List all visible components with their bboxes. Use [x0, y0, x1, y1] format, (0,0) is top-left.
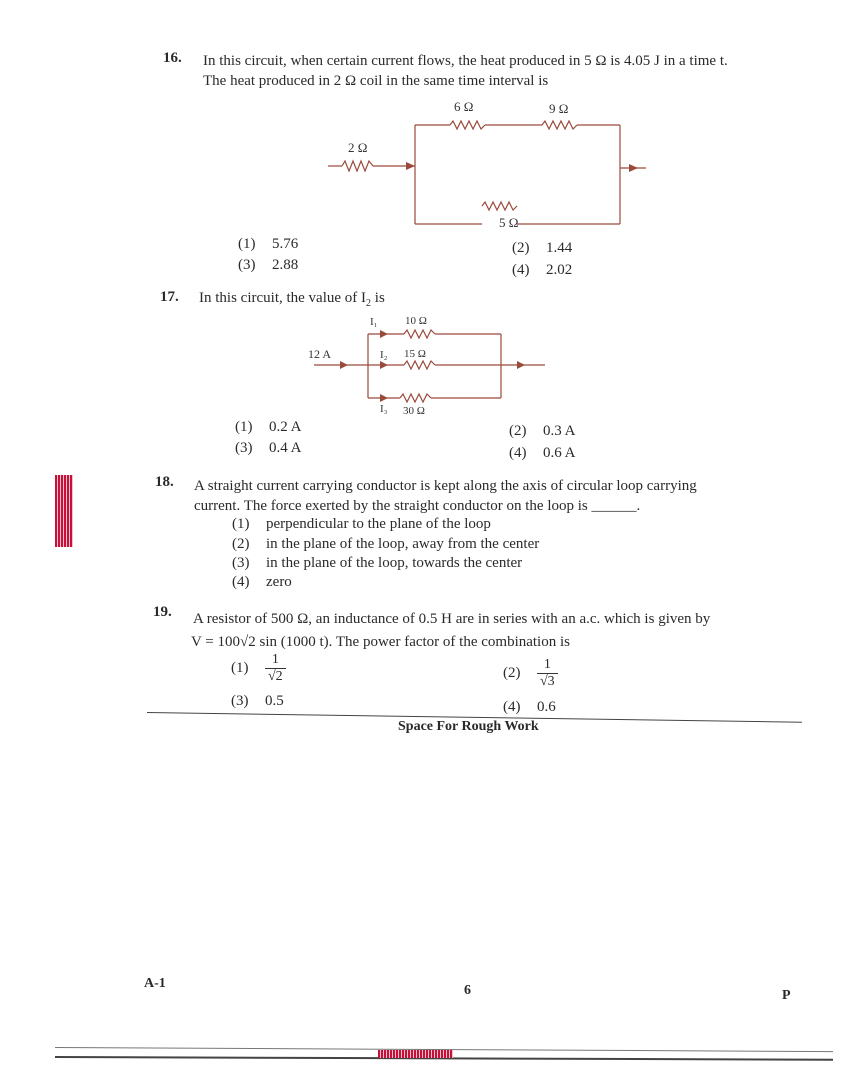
option-value: 0.6 A — [543, 445, 576, 461]
q19-number: 19. — [153, 604, 172, 620]
q16-option-2[interactable] — [512, 240, 572, 257]
q17-arrow-i3-icon — [380, 394, 388, 402]
q16-resistor-6ohm — [450, 121, 485, 129]
q17-resistor-15ohm — [404, 361, 435, 369]
option-number: (3) — [231, 693, 249, 709]
q18-text-line2: current. The force exerted by the straight conductor on the loop is ______. — [194, 498, 641, 514]
q16-text-line1: In this circuit, when certain current flows, the heat produced in 5 Ω is 4.05 J in a time t. — [203, 53, 728, 69]
q16-option-1[interactable] — [238, 236, 298, 253]
option-number: (4) — [509, 445, 527, 461]
q16-resistor-5ohm — [482, 202, 517, 210]
q17-resistor-10ohm — [404, 330, 435, 338]
option-number: (2) — [509, 423, 527, 439]
option-value: 0.2 A — [269, 419, 302, 435]
option-value: perpendicular to the plane of the loop — [266, 516, 491, 532]
fraction-numerator: 1 — [265, 652, 286, 669]
q17-option-1[interactable] — [235, 419, 302, 436]
q19-option-1[interactable] — [231, 652, 286, 685]
option-number: (3) — [235, 440, 253, 456]
q17-arrow-out-icon — [517, 361, 525, 369]
option-fraction — [537, 657, 558, 690]
q17-text-sub: 2 — [366, 298, 372, 309]
q19-text-line2: V = 100√2 sin (1000 t). The power factor of the combination is — [191, 634, 570, 650]
q19-option-3[interactable] — [231, 693, 284, 710]
q17-circuit-diagram — [300, 308, 560, 420]
q17-arrow-i1-icon — [380, 330, 388, 338]
option-value: zero — [266, 574, 292, 590]
q17-label-i3: I₃ — [380, 403, 388, 415]
q19-text-line1: A resistor of 500 Ω, an inductance of 0.5 H are in series with an a.c. which is given by — [193, 611, 711, 627]
q17-label-30ohm: 30 Ω — [403, 405, 425, 417]
option-value: 2.88 — [272, 257, 299, 273]
q17-option-3[interactable] — [235, 440, 302, 457]
option-value: 0.4 A — [269, 440, 302, 456]
margin-red-strip — [55, 475, 73, 547]
q17-option-4[interactable] — [509, 445, 576, 462]
q17-label-10ohm: 10 Ω — [405, 315, 427, 327]
option-number: (2) — [503, 664, 521, 681]
q16-arrow-out-icon — [629, 164, 638, 172]
q16-option-4[interactable] — [512, 262, 572, 279]
fraction-denominator: √3 — [540, 674, 555, 689]
fraction-numerator: 1 — [537, 657, 558, 674]
fraction-denominator: √2 — [268, 669, 283, 684]
option-number: (2) — [232, 536, 250, 552]
q16-resistor-9ohm — [542, 121, 577, 129]
q16-option-3[interactable] — [238, 257, 298, 274]
option-number: (1) — [238, 236, 256, 252]
option-number: (3) — [232, 555, 250, 571]
q17-label-15ohm: 15 Ω — [404, 348, 426, 360]
q16-label-5ohm: 5 Ω — [499, 215, 519, 230]
option-value: 2.02 — [546, 262, 573, 278]
footer-code: A-1 — [144, 976, 166, 991]
option-number: (4) — [512, 262, 530, 278]
q18-text-line1: A straight current carrying conductor is kept along the axis of circular loop carrying — [194, 478, 697, 494]
option-value: in the plane of the loop, towards the center — [266, 555, 523, 571]
option-number: (2) — [512, 240, 530, 256]
option-fraction — [265, 652, 286, 685]
q17-label-input-current: 12 A — [308, 347, 332, 361]
q17-text-post: is — [371, 290, 385, 306]
q19-option-2[interactable] — [503, 657, 558, 690]
q16-label-2ohm: 2 Ω — [348, 140, 368, 155]
option-number: (4) — [503, 699, 521, 715]
option-value: 0.3 A — [543, 423, 576, 439]
option-number: (1) — [232, 516, 250, 532]
footer-set: P — [782, 988, 791, 1003]
q18-option-3[interactable] — [232, 555, 522, 572]
q17-arrow-in-icon — [340, 361, 348, 369]
q19-option-4[interactable] — [503, 699, 556, 716]
option-number: (1) — [231, 659, 249, 676]
option-value: in the plane of the loop, away from the center — [266, 536, 540, 552]
q16-label-6ohm: 6 Ω — [454, 99, 474, 114]
option-value: 0.6 — [537, 699, 556, 715]
q16-number: 16. — [163, 50, 182, 66]
q16-arrow-in-icon — [406, 162, 415, 170]
q16-resistor-2ohm — [342, 161, 373, 171]
footer-page-number: 6 — [464, 983, 471, 998]
q17-text-pre: In this circuit, the value of I — [199, 290, 367, 306]
q17-label-i1: I₁ — [370, 316, 378, 328]
q17-resistor-30ohm — [400, 394, 431, 402]
option-value: 0.5 — [265, 693, 284, 709]
bottom-red-strip — [378, 1050, 453, 1058]
q17-option-2[interactable] — [509, 423, 576, 440]
q17-number: 17. — [160, 289, 179, 305]
rough-work-heading: Space For Rough Work — [398, 719, 539, 734]
q17-label-i2: I₂ — [380, 349, 388, 361]
option-number: (1) — [235, 419, 253, 435]
q16-circuit-diagram — [320, 96, 660, 231]
option-number: (3) — [238, 257, 256, 273]
q18-number: 18. — [155, 474, 174, 490]
q18-option-1[interactable] — [232, 516, 491, 533]
q18-option-2[interactable] — [232, 536, 539, 553]
option-number: (4) — [232, 574, 250, 590]
option-value: 1.44 — [546, 240, 573, 256]
q16-label-9ohm: 9 Ω — [549, 101, 569, 116]
option-value: 5.76 — [272, 236, 299, 252]
q16-text-line2: The heat produced in 2 Ω coil in the same time interval is — [203, 73, 549, 89]
q18-option-4[interactable] — [232, 574, 292, 591]
q17-arrow-i2-icon — [380, 361, 388, 369]
